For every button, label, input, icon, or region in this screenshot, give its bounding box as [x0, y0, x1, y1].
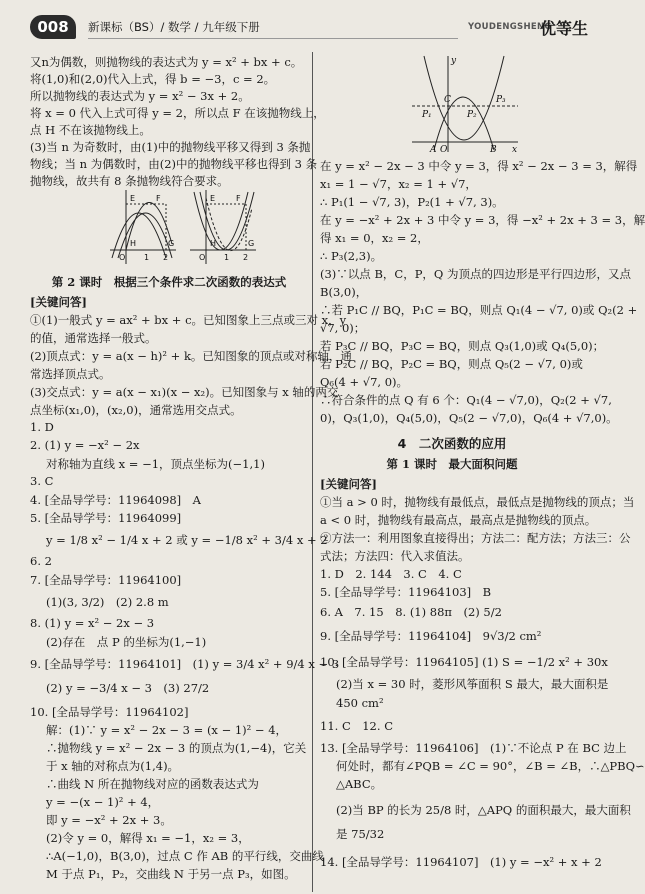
text-line: B(3,0)，: [320, 285, 368, 299]
axis-label-x: x: [512, 145, 518, 155]
point-label-p1: P₁: [422, 110, 432, 120]
figure-label: E: [130, 194, 136, 203]
text-line: 在 y = −x² + 2x + 3 中令 y = 3，得 −x² + 2x + 3 = 3，解: [320, 213, 645, 227]
answer-line: (2)令 y = 0，解得 x₁ = −1，x₂ = 3，: [46, 831, 250, 845]
figure-label: G: [168, 239, 175, 248]
answer-line: (1)(3, 3/2) (2) 2.8 m: [46, 595, 169, 609]
figure-label: H: [210, 239, 217, 248]
figure-label: O: [199, 253, 206, 262]
answer-line: 7. [全品导学号：11964100]: [30, 573, 182, 587]
figure-label: H: [130, 239, 137, 248]
answer-line: △ABC。: [336, 777, 383, 791]
answer-line: 8. (1) y = x² − 2x − 3: [30, 616, 155, 630]
column-divider: [312, 52, 313, 892]
lesson-title: 第 2 课时 根据三个条件求二次函数的表达式: [51, 275, 287, 289]
figure-label: F: [156, 194, 161, 203]
answer-line: 何处时，都有∠PQB = ∠C = 90°，∠B = ∠B，∴△PBQ∽: [336, 759, 645, 773]
answer-line: (2) y = −3/4 x − 3 (3) 27/2: [46, 681, 210, 695]
answer-line: (2)存在 点 P 的坐标为(1,−1): [46, 635, 207, 649]
answer-line: 1. D 2. 144 3. C 4. C: [320, 567, 462, 581]
answer-line: 9. [全品导学号：11964101] (1) y = 3/4 x² + 9/4 x − 3: [30, 657, 340, 671]
text-line: 又n为偶数，则抛物线的表达式为 y = x² + bx + c。: [30, 55, 303, 69]
answer-line: 5. [全品导学号：11964103] B: [320, 585, 492, 599]
answer-line: 4. [全品导学号：11964098] A: [30, 493, 201, 507]
answer-line: (2)当 x = 30 时，菱形风筝面积 S 最大，最大面积是: [336, 677, 609, 691]
text-line: 0)，Q₃(1,0)，Q₄(5,0)，Q₅(2 − √7,0)，Q₆(4 + √7,0)。: [320, 411, 618, 425]
answer-line: 10. [全品导学号：11964105] (1) S = −1/2 x² + 30x: [320, 655, 608, 669]
text-line: 点 H 不在该抛物线上。: [30, 123, 151, 137]
answer-line: 11. C 12. C: [320, 719, 393, 733]
text-line: ∴ P₁(1 − √7, 3)，P₂(1 + √7, 3)。: [320, 195, 504, 209]
answer-line: ∴曲线 N 所在抛物线对应的函数表达式为: [46, 777, 259, 791]
text-line: 若 P₂C // BQ，P₂C = BQ，则点 Q₅(2 − √7, 0)或: [320, 357, 583, 371]
answer-line: 对称轴为直线 x = −1，顶点坐标为(−1,1): [46, 457, 265, 471]
answer-line: 450 cm²: [336, 696, 384, 710]
figure-label: G: [248, 239, 255, 248]
chapter-title: 4 二次函数的应用: [397, 436, 507, 451]
text-line: 若 P₃C // BQ，P₃C = BQ，则点 Q₃(1,0)或 Q₄(5,0)；: [320, 339, 605, 353]
answer-line: 是 75/32: [336, 827, 385, 841]
figure-label: 1: [224, 253, 230, 262]
answer-line: 即 y = −x² + 2x + 3。: [46, 813, 172, 827]
text-line: a < 0 时，抛物线有最高点，最高点是抛物线的顶点。: [320, 513, 597, 527]
text-line: 得 x₁ = 0，x₂ = 2，: [320, 231, 429, 245]
parabola-diagram: [412, 54, 522, 154]
text-line: 所以抛物线的表达式为 y = x² − 3x + 2。: [30, 89, 250, 103]
section-label: [关键问答]: [30, 295, 87, 309]
point-label-c: C: [444, 95, 451, 105]
answer-line: 1. D: [30, 420, 54, 434]
answer-line: 6. A 7. 15 8. (1) 88π (2) 5/2: [320, 605, 502, 619]
text-line: (3)交点式：y = a(x − x₁)(x − x₂)。已知图象与 x 轴的两交: [30, 385, 339, 399]
point-label-o: O: [440, 145, 448, 155]
text-line: 在 y = x² − 2x − 3 中令 y = 3，得 x² − 2x − 3 = 3，解得: [320, 159, 638, 173]
answer-line: 5. [全品导学号：11964099]: [30, 511, 182, 525]
answer-line: 于 x 轴的对称点为(1,4)。: [46, 759, 180, 773]
text-line: 将 x = 0 代入上式可得 y = 2，所以点 F 在该抛物线上，: [30, 106, 325, 120]
answer-line: ∴A(−1,0)，B(3,0)，过点 C 作 AB 的平行线，交曲线: [46, 849, 324, 863]
answer-line: 2. (1) y = −x² − 2x: [30, 438, 140, 452]
text-line: ∴若 P₁C // BQ，P₁C = BQ，则点 Q₁(4 − √7, 0)或 Q₂(2 +: [320, 303, 638, 317]
header-rule: [88, 38, 458, 39]
text-line: 的值，通常选择一般式。: [30, 331, 157, 345]
brand-english: YOUDENGSHENG: [468, 22, 552, 32]
point-label-p2: P₂: [467, 110, 477, 120]
text-line: ∴ P₃(2,3)。: [320, 249, 383, 263]
page-header: [0, 0, 600, 44]
book-info: 新课标（BS）/ 数学 / 九年级下册: [88, 20, 260, 34]
answer-line: M 于点 P₁，P₂，交曲线 N 于另一点 P₃，如图。: [46, 867, 296, 881]
figure-label: 2: [163, 253, 169, 262]
answer-line: 10. [全品导学号：11964102]: [30, 705, 189, 719]
text-line: ②方法一：利用图象直接得出；方法二：配方法；方法三：公: [320, 531, 631, 545]
text-line: (3)∵以点 B，C，P，Q 为顶点的四边形是平行四边形，又点: [320, 267, 632, 281]
answer-line: 9. [全品导学号：11964104] 9√3/2 cm²: [320, 629, 542, 643]
answer-line: y = −(x − 1)² + 4，: [46, 795, 160, 809]
axis-label-y: y: [451, 56, 457, 66]
answer-line: (2)当 BP 的长为 25/8 时，△APQ 的面积最大，最大面积: [336, 803, 631, 817]
figure-label: 1: [144, 253, 150, 262]
page-number: 008: [30, 15, 76, 39]
answer-line: 6. 2: [30, 554, 52, 568]
text-line: 物线；当 n 为偶数时，由(2)中的抛物线平移也得到 3 条: [30, 157, 318, 171]
point-label-p3: P₃: [496, 95, 506, 105]
parabolas-figure: [108, 188, 258, 266]
text-line: (3)当 n 为奇数时，由(1)中的抛物线平移又得到 3 条抛: [30, 140, 311, 154]
section-label: [关键问答]: [320, 477, 377, 491]
text-line: ∴符合条件的点 Q 有 6 个：Q₁(4 − √7,0)，Q₂(2 + √7,: [320, 393, 612, 407]
answer-line: ∴抛物线 y = x² − 2x − 3 的顶点为(1,−4)，它关: [46, 741, 307, 755]
brand-chinese: 优等生: [540, 19, 589, 38]
text-line: 将(1,0)和(2,0)代入上式，得 b = −3，c = 2。: [30, 72, 276, 86]
figure-label: 2: [243, 253, 249, 262]
figure-label: O: [119, 253, 126, 262]
text-line: (2)顶点式：y = a(x − h)² + k。已知图象的顶点或对称轴，通: [30, 349, 352, 363]
lesson-title: 第 1 课时 最大面积问题: [386, 457, 518, 471]
figure-label: E: [210, 194, 216, 203]
point-label-a: A: [430, 145, 437, 155]
answer-line: 14. [全品导学号：11964107] (1) y = −x² + x + 2: [320, 855, 602, 869]
text-line: ①当 a > 0 时，抛物线有最低点，最低点是抛物线的顶点；当: [320, 495, 635, 509]
text-line: Q₆(4 + √7, 0)。: [320, 375, 409, 389]
text-line: ①(1)一般式 y = ax² + bx + c。已知图象上三点或三对 x，y: [30, 313, 347, 327]
text-line: 常选择顶点式。: [30, 367, 111, 381]
answer-line: 3. C: [30, 474, 54, 488]
text-line: x₁ = 1 − √7，x₂ = 1 + √7，: [320, 177, 477, 191]
text-line: 式法；方法四：代入求值法。: [320, 549, 470, 563]
text-line: √7, 0)；: [320, 321, 366, 335]
answer-line: 解：(1)∵ y = x² − 2x − 3 = (x − 1)² − 4，: [46, 723, 288, 737]
point-label-b: B: [490, 145, 497, 155]
answer-line: y = 1/8 x² − 1/4 x + 2 或 y = −1/8 x² + 3/4 x + 2: [46, 533, 328, 547]
figure-label: F: [236, 194, 241, 203]
text-line: 抛物线，故共有 8 条抛物线符合要求。: [30, 174, 229, 188]
text-line: 点坐标(x₁,0)，(x₂,0)，通常选用交点式。: [30, 403, 242, 417]
answer-line: 13. [全品导学号：11964106] (1)∵不论点 P 在 BC 边上: [320, 741, 627, 755]
